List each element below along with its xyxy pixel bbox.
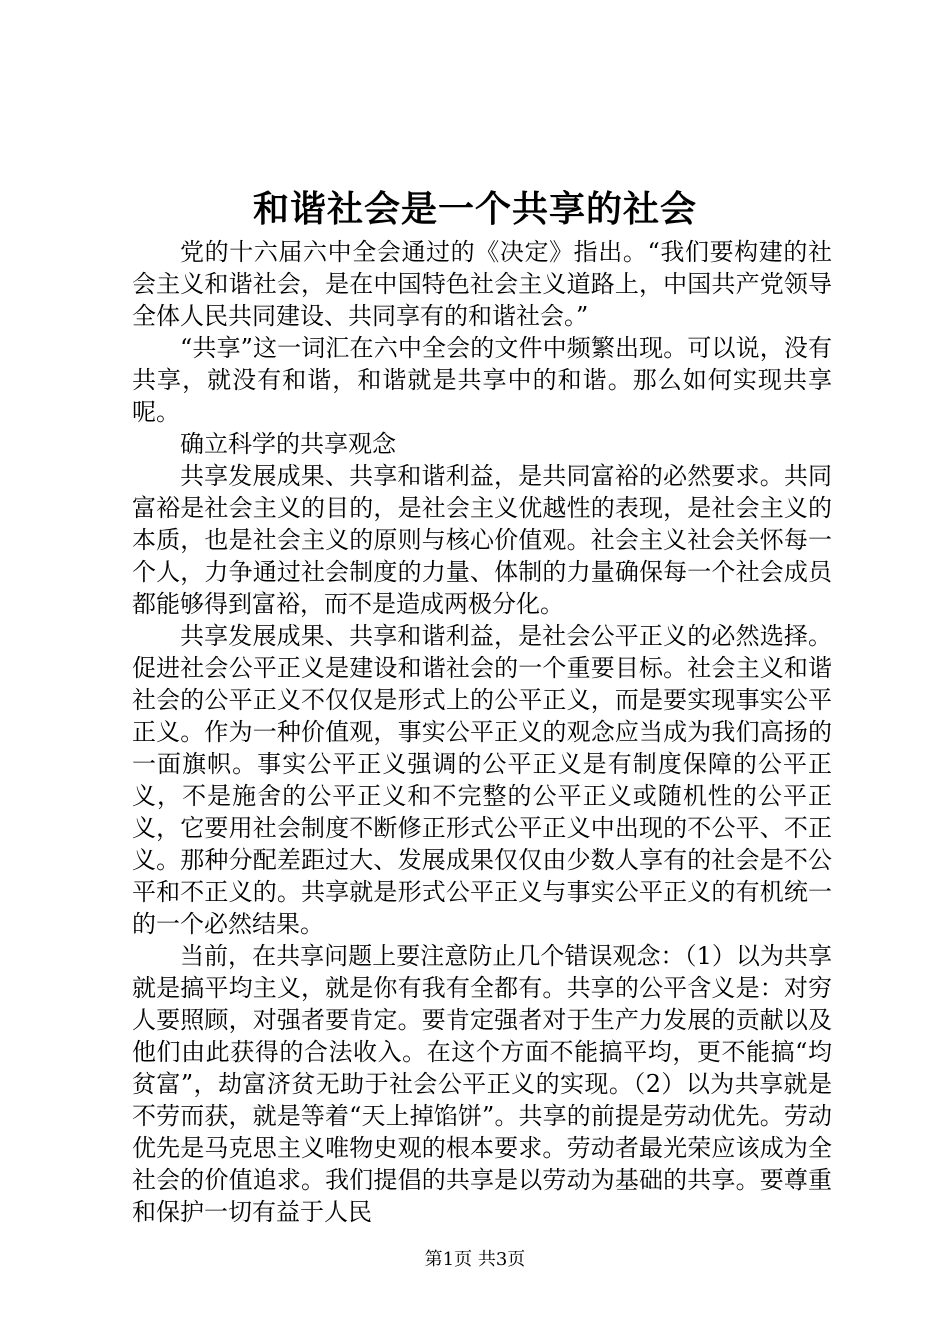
paragraph: “共享”这一词汇在六中全会的文件中频繁出现。可以说，没有共享，就没有和谐，和谐就是共享中的和谐。那么如何实现共享呢。: [132, 334, 832, 426]
page-footer: 第1页 共3页: [424, 1249, 526, 1270]
document-body: [132, 236, 832, 1228]
document-title: 和谐社会是一个共享的社会: [252, 188, 697, 230]
paragraph: 共享发展成果、共享和谐利益，是共同富裕的必然要求。共同富裕是社会主义的目的，是社会主义优越性的表现，是社会主义的本质，也是社会主义的原则与核心价值观。社会主义社会关怀每一个人，力争通过社会制度的力量、体制的力量确保每一个社会成员都能够得到富裕，而不是造成两极分化。: [132, 462, 832, 618]
paragraph: 党的十六届六中全会通过的《决定》指出。“我们要构建的社会主义和谐社会，是在中国特色社会主义道路上，中国共产党领导全体人民共同建设、共同享有的和谐社会。”: [132, 238, 832, 330]
paragraph: 当前，在共享问题上要注意防止几个错误观念：（1）以为共享就是搞平均主义，就是你有我有全都有。共享的公平含义是：对穷人要照顾，对强者要肯定。要肯定强者对于生产力发展的贡献以及他们由此获得的合法收入。在这个方面不能搞平均，更不能搞“均贫富”，劫富济贫无助于社会公平正义的实现。（2）以为共享就是不劳而获，就是等着“天上掉馅饼”。共享的前提是劳动优先。劳动优先是马克思主义唯物史观的根本要求。劳动者最光荣应该成为全社会的价值追求。我们提倡的共享是以劳动为基础的共享。要尊重和保护一切有益于人民: [132, 942, 832, 1226]
section-heading: 确立科学的共享观念: [180, 430, 396, 458]
paragraph: 共享发展成果、共享和谐利益，是社会公平正义的必然选择。促进社会公平正义是建设和谐社会的一个重要目标。社会主义和谐社会的公平正义不仅仅是形式上的公平正义，而是要实现事实公平正义。作为一种价值观，事实公平正义的观念应当成为我们高扬的一面旗帜。事实公平正义强调的公平正义是有制度保障的公平正义，不是施舍的公平正义和不完整的公平正义或随机性的公平正义，它要用社会制度不断修正形式公平正义中出现的不公平、不正义。那种分配差距过大、发展成果仅仅由少数人享有的社会是不公平和不正义的。共享就是形式公平正义与事实公平正义的有机统一的一个必然结果。: [132, 622, 832, 938]
